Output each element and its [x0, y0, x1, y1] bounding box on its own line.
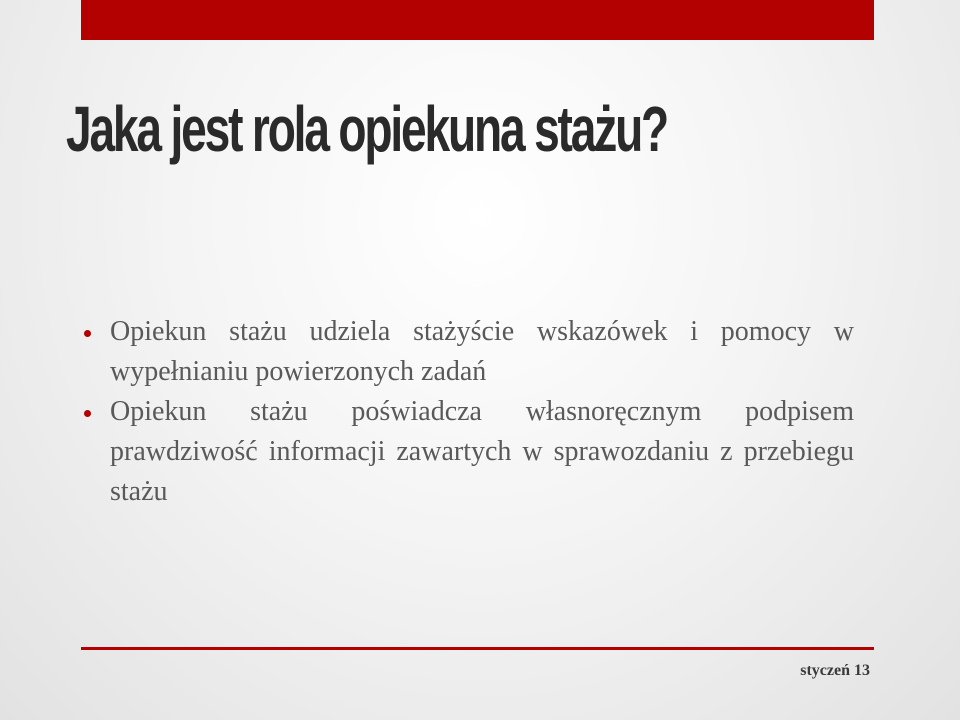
bullet-item: Opiekun stażu udziela stażyście wskazówek i pomocy w wypełnianiu powierzonych zadań	[84, 312, 854, 392]
bullet-list	[84, 312, 854, 512]
footer-date: styczeń 13	[800, 662, 870, 679]
slide-title: Jaka jest rola opiekuna stażu?	[66, 93, 668, 165]
bullet-item: Opiekun stażu poświadcza własnoręcznym podpisem prawdziwość informacji zawartych w sprawozdaniu z przebiegu stażu	[84, 392, 854, 512]
footer-divider	[81, 647, 874, 650]
top-accent-bar	[81, 0, 874, 40]
